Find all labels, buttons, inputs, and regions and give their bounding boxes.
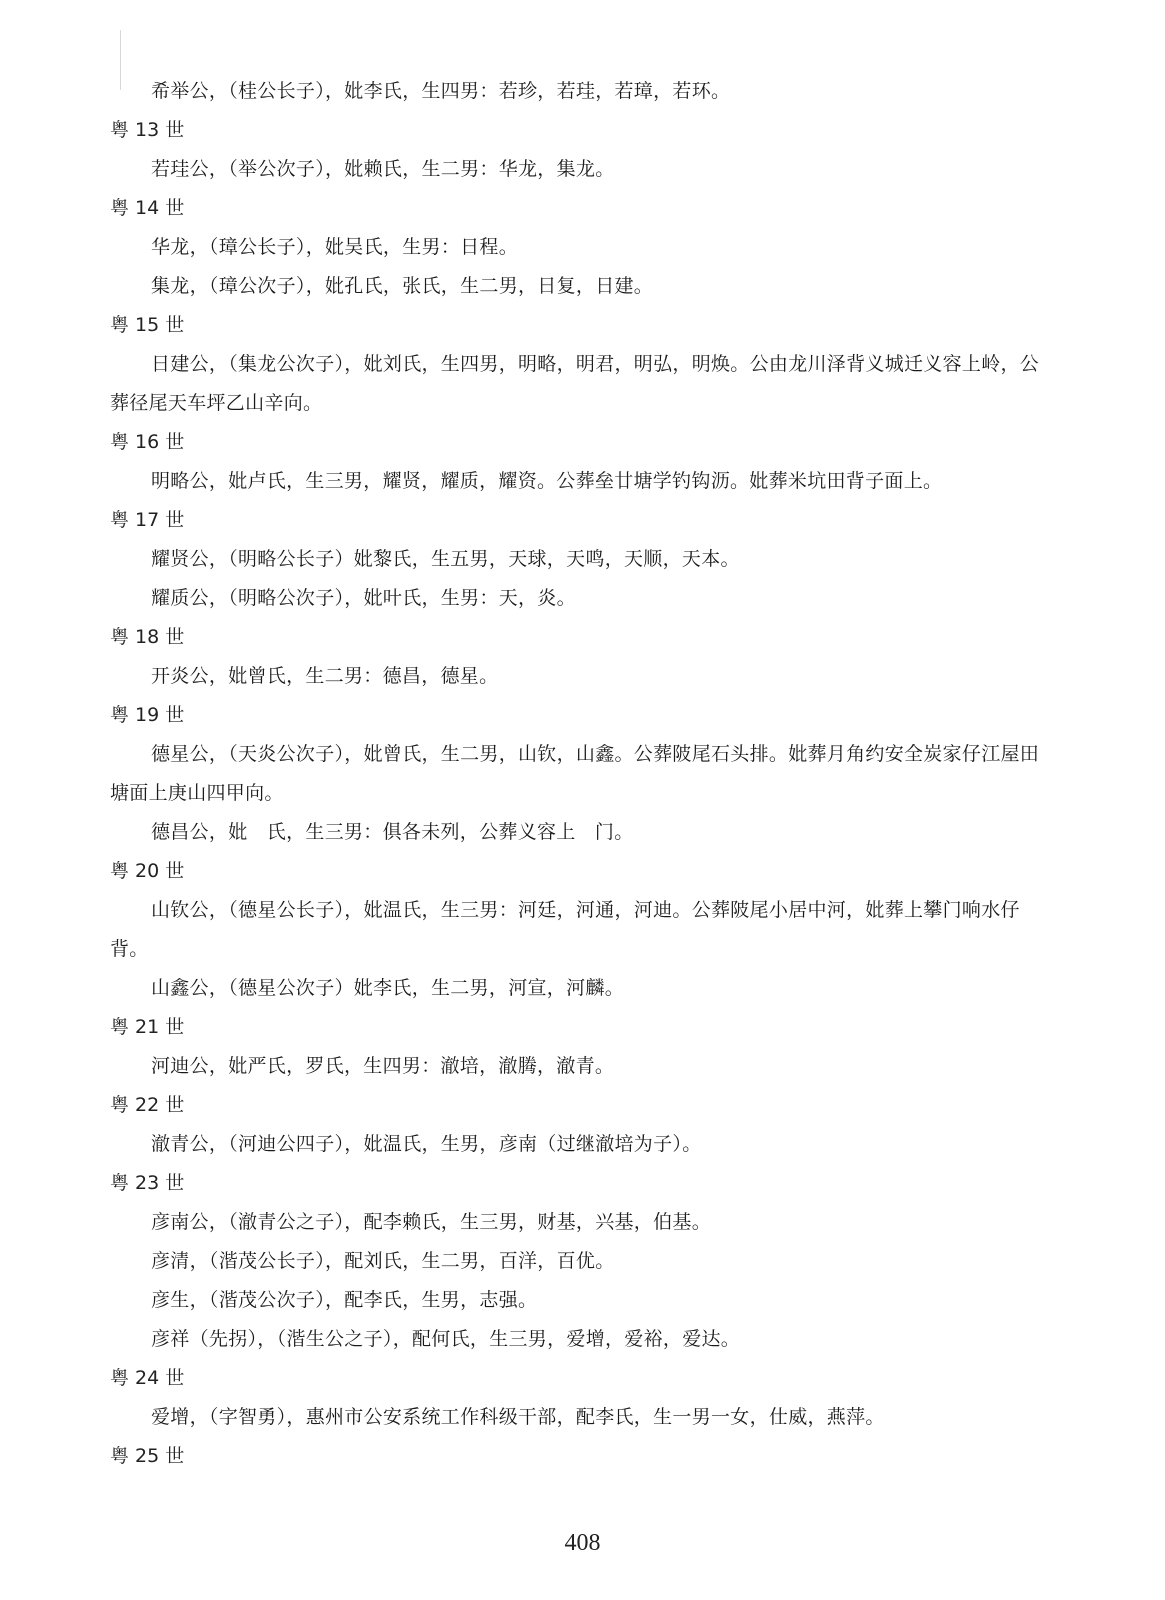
genealogy-entry: 彦南公，（澈青公之子），配李赖氏，生三男，财基，兴基，伯基。 <box>151 1211 712 1233</box>
genealogy-entry: 明略公，妣卢氏，生三男，耀贤，耀质，耀资。公葬垒廿塘学钓钩沥。妣葬米坑田背子面上。 <box>151 470 943 492</box>
page-number: 408 <box>564 1530 601 1556</box>
generation-heading: 粤 22 世 <box>110 1094 185 1116</box>
genealogy-entry: 彦祥（先拐），（湝生公之子），配何氏，生三男，爱增，爱裕，爱达。 <box>151 1328 741 1350</box>
generation-heading: 粤 17 世 <box>110 509 185 531</box>
genealogy-entry: 集龙，（璋公次子），妣孔氏，张氏，生二男，日复，日建。 <box>151 275 654 297</box>
genealogy-entry: 华龙，（璋公长子），妣吴氏，生男：日程。 <box>151 236 519 258</box>
generation-heading: 粤 13 世 <box>110 119 185 141</box>
generation-heading: 粤 25 世 <box>110 1445 185 1467</box>
generation-heading: 粤 18 世 <box>110 626 185 648</box>
genealogy-entry: 希举公，（桂公长子），妣李氏，生四男：若珍，若珪，若璋，若环。 <box>151 80 731 102</box>
generation-heading: 粤 14 世 <box>110 197 185 219</box>
generation-heading: 粤 21 世 <box>110 1016 185 1038</box>
genealogy-entry: 若珪公，（举公次子），妣赖氏，生二男：华龙，集龙。 <box>151 158 615 180</box>
genealogy-entry: 彦生，（湝茂公次子），配李氏，生男，志强。 <box>151 1289 538 1311</box>
genealogy-entry: 彦清，（湝茂公长子），配刘氏，生二男，百洋，百优。 <box>151 1250 615 1272</box>
genealogy-entry: 河迪公，妣严氏，罗氏，生四男：澈培，澈腾，澈青。 <box>151 1055 615 1077</box>
genealogy-entry: 爱增，（字智勇），惠州市公安系统工作科级干部，配李氏，生一男一女，仕威，燕萍。 <box>151 1406 885 1428</box>
generation-heading: 粤 19 世 <box>110 704 185 726</box>
genealogy-text-body <box>110 72 1040 1476</box>
genealogy-entry: 日建公，（集龙公次子），妣刘氏，生四男，明略，明君，明弘，明焕。公由龙川泽背义城迁义容上岭，公葬径尾天车坪乙山辛向。 <box>110 353 1040 414</box>
generation-heading: 粤 16 世 <box>110 431 185 453</box>
genealogy-entry: 澈青公，（河迪公四子），妣温氏，生男，彦南（过继澈培为子）。 <box>151 1133 702 1155</box>
genealogy-entry: 开炎公，妣曾氏，生二男：德昌，德星。 <box>151 665 499 687</box>
genealogy-entry: 山钦公，（德星公长子），妣温氏，生三男：河廷，河通，河迪。公葬陂尾小居中河，妣葬上攀门响水仔背。 <box>110 899 1020 960</box>
generation-heading: 粤 15 世 <box>110 314 185 336</box>
genealogy-entry: 山鑫公，（德星公次子）妣李氏，生二男，河宣，河麟。 <box>151 977 625 999</box>
genealogy-entry: 耀质公，（明略公次子），妣叶氏，生男：天，炎。 <box>151 587 576 609</box>
genealogy-entry: 德昌公，妣 氏，生三男：俱各未列，公葬义容上 门。 <box>151 821 634 843</box>
genealogy-entry: 耀贤公，（明略公长子）妣黎氏，生五男，天球，天鸣，天顺，天本。 <box>151 548 740 570</box>
generation-heading: 粤 20 世 <box>110 860 185 882</box>
genealogy-entry: 德星公，（天炎公次子），妣曾氏，生二男，山钦，山鑫。公葬陂尾石头排。妣葬月角约安全炭家仔江屋田塘面上庚山四甲向。 <box>110 743 1040 804</box>
generation-heading: 粤 23 世 <box>110 1172 185 1194</box>
generation-heading: 粤 24 世 <box>110 1367 185 1389</box>
